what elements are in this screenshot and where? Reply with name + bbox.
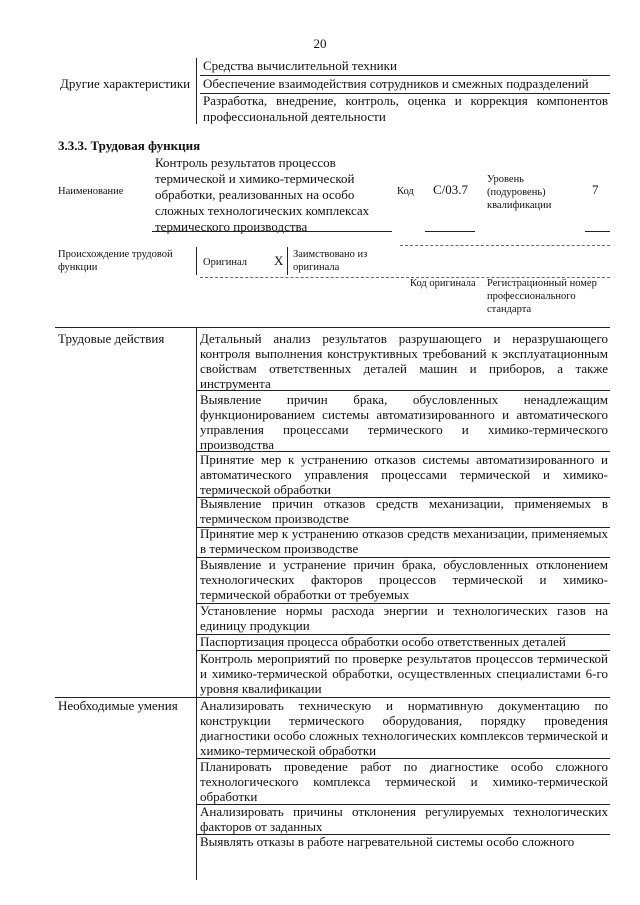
code-label: Код <box>397 186 414 197</box>
section-title: 3.3.3. Трудовая функция <box>58 138 201 153</box>
divider <box>585 231 610 232</box>
skill-item: Планировать проведение работ по диагностике особо сложного технологического комплекса термической и химико-термической обработки <box>200 759 608 804</box>
skill-item: Выявлять отказы в работе нагревательной системы особо сложного <box>200 834 575 849</box>
skill-item: Анализировать техническую и нормативную документацию по конструкции термического оборудования, порядку проведения диагностики особо сложных технологических комплексов термической и химико-термической обработки <box>200 698 608 758</box>
divider <box>196 247 197 275</box>
registration-number-label: Регистрационный номер профессионального стандарта <box>487 278 597 315</box>
code-original-label: Код оригинала <box>410 278 476 289</box>
original-mark: X <box>274 253 284 268</box>
skills-label: Необходимые умения <box>58 698 178 713</box>
divider <box>400 245 610 246</box>
labor-action-item: Принятие мер к устранению отказов средств механизации, применяемых в термическом производстве <box>200 526 608 556</box>
labor-actions-label: Трудовые действия <box>58 331 165 346</box>
labor-action-item: Контроль мероприятий по проверке результатов процессов термической и химико-термической обработки, осуществленных специалистами 6-го уровня квалификации <box>200 651 608 696</box>
other-characteristic-item: Средства вычислительной техники <box>203 58 397 73</box>
name-label: Наименование <box>58 186 124 197</box>
divider <box>287 247 288 275</box>
function-name: Контроль результатов процессов термической и химико-термической обработки, реализованных на особо сложных технологических комплексах термического производства <box>155 155 370 234</box>
labor-action-item: Установление нормы расхода энергии и технологических газов на единицу продукции <box>200 603 608 633</box>
original-label: Оригинал <box>203 257 247 268</box>
page-number: 20 <box>313 36 327 51</box>
divider <box>425 231 475 232</box>
labor-action-item: Выявление причин отказов средств механизации, применяемых в термическом производстве <box>200 496 608 526</box>
borrowed-label: Заимствовано из оригинала <box>293 249 368 273</box>
divider <box>152 231 392 232</box>
function-code: С/03.7 <box>433 182 469 197</box>
qualification-level: 7 <box>592 182 599 197</box>
labor-action-item: Выявление и устранение причин брака, обусловленных отклонением технологических факторов процессов термической и химико-термической обработки от требуемых <box>200 557 608 602</box>
labor-action-item: Выявление причин брака, обусловленных ненадлежащим функционированием системы автоматизированного и автоматического управления процессами термического и химико-термического производства <box>200 392 608 452</box>
other-characteristic-item: Разработка, внедрение, контроль, оценка и коррекция компонентов профессиональной деятельности <box>203 93 608 124</box>
divider <box>196 58 197 124</box>
labor-action-item: Паспортизация процесса обработки особо ответственных деталей <box>200 634 566 649</box>
other-characteristic-item: Обеспечение взаимодействия сотрудников и смежных подразделений <box>203 76 589 91</box>
table-top-border <box>55 327 610 328</box>
skill-item: Анализировать причины отклонения регулируемых технологических факторов от заданных <box>200 804 608 834</box>
origin-label: Происхождение трудовой функции <box>58 249 173 273</box>
labor-action-item: Детальный анализ результатов разрушающего и неразрушающего контроля выполнения конструктивных требований к эксплуатационным свойствам ответственных деталей машин и приборов, а также инструмента <box>200 331 608 391</box>
other-characteristics-label: Другие характеристики <box>60 76 191 91</box>
row-divider <box>196 390 610 391</box>
labor-action-item: Принятие мер к устранению отказов системы автоматизированного и автоматического управления процессами термической и химико-термической обработки <box>200 452 608 497</box>
level-label: Уровень (подуровень) квалификации <box>487 174 552 211</box>
